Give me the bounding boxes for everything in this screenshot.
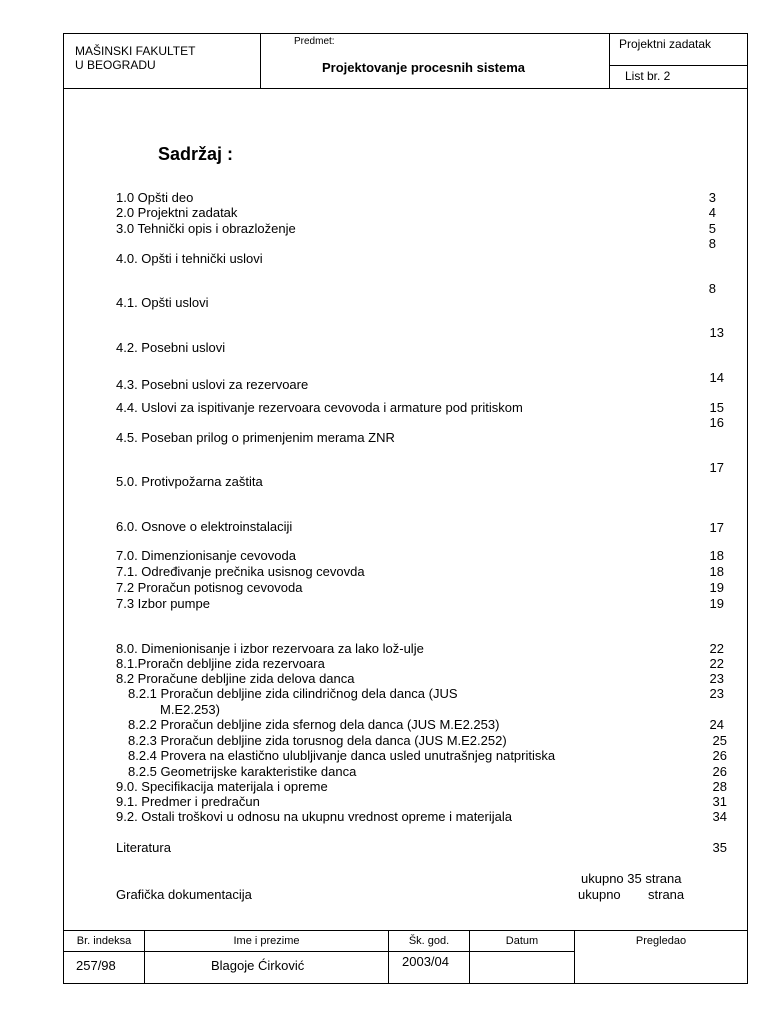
toc-entry-page: 22 xyxy=(709,641,724,656)
footer-col-index: Br. indeksa xyxy=(76,935,132,947)
toc-entry-page: 26 xyxy=(712,764,727,779)
subject-title: Projektovanje procesnih sistema xyxy=(322,60,526,75)
toc-entry-text: 9.1. Predmer i predračun xyxy=(116,794,260,809)
toc-entry-text: Literatura xyxy=(116,840,171,855)
toc-entry-text: 7.3 Izbor pumpe xyxy=(116,596,210,611)
toc-entry-text: 3.0 Tehnički opis i obrazloženje xyxy=(116,221,296,236)
toc-entry-page: 23 xyxy=(709,671,724,686)
toc-title: Sadržaj : xyxy=(158,144,234,164)
toc-entry-text: 8.0. Dimenionisanje i izbor rezervoara za lako lož-ulje xyxy=(116,641,424,656)
toc-entry-text: 9.0. Specifikacija materijala i opreme xyxy=(116,779,328,794)
institution-line-1: MAŠINSKI FAKULTET xyxy=(75,44,196,58)
toc-entry-text: 1.0 Opšti deo xyxy=(116,190,194,205)
toc-entry-text: 4.2. Posebni uslovi xyxy=(116,340,226,355)
toc-entry-text: 4.5. Poseban prilog o primenjenim merama ZNR xyxy=(116,430,395,445)
subject-label: Predmet: xyxy=(294,36,335,47)
toc-entry-page: 23 xyxy=(709,686,724,701)
toc-entry-text: 8.1.Proračn debljine zida rezervoara xyxy=(116,656,325,671)
toc-entry-page: 28 xyxy=(712,779,727,794)
toc-entry-text: 8.2.1 Proračun debljine zida cilindričnog dela danca (JUS xyxy=(128,686,458,701)
footer-col-date: Datum xyxy=(505,935,539,947)
toc-entry-page: 4 xyxy=(708,205,716,220)
toc-entry-page: 19 xyxy=(709,580,724,595)
header-divider-1 xyxy=(260,33,261,88)
toc-entry-text: 4.0. Opšti i tehnički uslovi xyxy=(116,251,263,266)
toc-entry-page: 18 xyxy=(709,548,724,563)
toc-entry-page: 14 xyxy=(709,370,724,385)
graphics-label: Grafička dokumentacija xyxy=(116,887,252,902)
header-right-split xyxy=(609,65,748,66)
toc-entry-text: 4.4. Uslovi za ispitivanje rezervoara cevovoda i armature pod pritiskom xyxy=(116,400,523,415)
toc-entry-text: 6.0. Osnove o elektroinstalaciji xyxy=(116,519,293,534)
toc-entry-text: 2.0 Projektni zadatak xyxy=(116,205,238,220)
toc-entry-text: 7.1. Određivanje prečnika usisnog cevovda xyxy=(116,564,365,579)
toc-entry-page: 35 xyxy=(712,840,727,855)
graphics-total-prefix: ukupno xyxy=(578,887,621,902)
graphics-total-suffix: strana xyxy=(648,887,685,902)
total-pages: ukupno 35 strana xyxy=(581,871,682,886)
toc-entry-page: 17 xyxy=(709,520,724,535)
toc-entry-text: 8.2.4 Provera na elastično ulubljivanje danca usled unutrašnjeg natpritiska xyxy=(128,748,556,763)
toc-entry-text: 4.3. Posebni uslovi za rezervoare xyxy=(116,377,309,392)
doc-type: Projektni zadatak xyxy=(619,37,712,51)
toc-entry-page: 5 xyxy=(708,221,716,236)
toc-entry-page: 26 xyxy=(712,748,727,763)
toc-entry-page: 31 xyxy=(712,794,727,809)
footer-col-reviewed: Pregledao xyxy=(635,935,687,947)
footer-header-split xyxy=(63,951,574,952)
header-bottom-border xyxy=(63,88,748,89)
toc-entry-text: 8.2.5 Geometrijske karakteristike danca xyxy=(128,764,357,779)
institution-line-2: U BEOGRADU xyxy=(75,58,156,72)
toc-entry-text: 8.2.3 Proračun debljine zida torusnog dela danca (JUS M.E2.252) xyxy=(128,733,507,748)
toc-entry-page: 19 xyxy=(709,596,724,611)
footer-col-year: Šk. god. xyxy=(408,935,450,947)
toc-entry-page: 16 xyxy=(709,415,724,430)
toc-entry-text: 5.0. Protivpožarna zaštita xyxy=(116,474,263,489)
toc-entry-text: M.E2.253) xyxy=(160,702,220,717)
toc-entry-page: 18 xyxy=(709,564,724,579)
toc-entry-page: 3 xyxy=(708,190,716,205)
toc-entry-page: 8 xyxy=(708,281,716,296)
toc-entry-page: 8 xyxy=(708,236,716,251)
toc-entry-text: 7.2 Proračun potisnog cevovoda xyxy=(116,580,303,595)
footer-index-value: 257/98 xyxy=(76,958,116,973)
footer-year-value: 2003/04 xyxy=(402,954,449,969)
sheet-number: List br. 2 xyxy=(625,69,671,83)
footer-col-name: Ime i prezime xyxy=(233,935,300,947)
toc-entry-page: 15 xyxy=(709,400,724,415)
toc-entry-text: 7.0. Dimenzionisanje cevovoda xyxy=(116,548,296,563)
toc-entry-page: 25 xyxy=(712,733,727,748)
footer-name-value: Blagoje Ćirković xyxy=(211,958,305,973)
toc-entry-page: 13 xyxy=(709,325,724,340)
toc-entry-text: 8.2 Proračune debljine zida delova danca xyxy=(116,671,355,686)
footer-top-border xyxy=(63,930,748,931)
toc-entry-page: 34 xyxy=(712,809,727,824)
header-divider-2 xyxy=(609,33,610,88)
toc-entry-text: 8.2.2 Proračun debljine zida sfernog dela danca (JUS M.E2.253) xyxy=(128,717,500,732)
toc-entry-page: 24 xyxy=(709,717,724,732)
toc-entry-text: 4.1. Opšti uslovi xyxy=(116,295,209,310)
toc-entry-page: 17 xyxy=(709,460,724,475)
toc-entry-text: 9.2. Ostali troškovi u odnosu na ukupnu vrednost opreme i materijala xyxy=(116,809,512,824)
toc-entry-page: 22 xyxy=(709,656,724,671)
